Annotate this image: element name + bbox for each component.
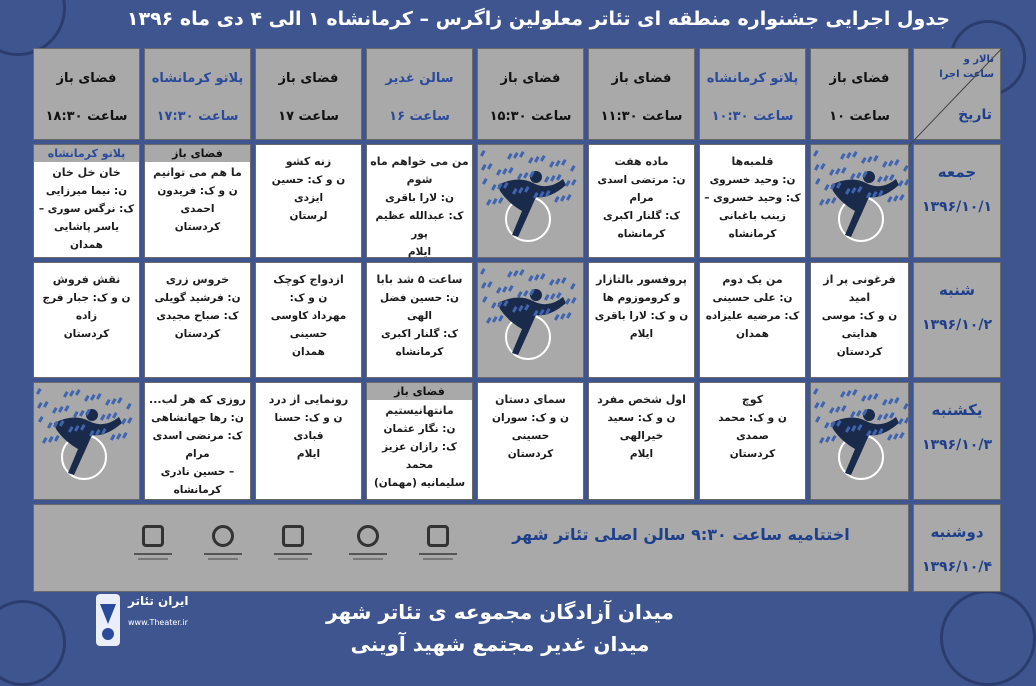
sponsor-logo-caption	[274, 553, 312, 555]
show-cell	[33, 262, 140, 378]
day-date: ۱۳۹۶/۱۰/۲	[921, 317, 993, 333]
show-credit-line: کردستان	[174, 328, 221, 340]
show-credit-line: ن و ک: حسنا قبادی	[274, 412, 343, 442]
schedule-table	[33, 48, 994, 579]
show-credit-line: کردستان	[836, 346, 883, 358]
show-details	[148, 391, 247, 499]
page-title: جدول اجرایی جشنواره منطقه ای تئاتر معلولین زاگرس – کرمانشاه ۱ الی ۴ دی ماه ۱۳۹۶	[126, 8, 950, 30]
header-corner	[913, 48, 1001, 140]
brand-url: www.Theater.ir	[128, 618, 188, 627]
sponsor-logo-caption	[204, 553, 242, 555]
show-title: ماده هفت	[614, 155, 669, 168]
sponsor-logo-mark	[212, 525, 234, 547]
show-cell	[255, 144, 362, 258]
show-credit-line: ن و ک: فریدون احمدی	[157, 185, 238, 215]
sponsor-logo-mark	[282, 525, 304, 547]
show-title: خروس زری	[165, 273, 230, 286]
image-cell	[477, 144, 584, 258]
day-name: جمعه	[937, 163, 977, 181]
show-details	[592, 271, 691, 343]
show-credit-line: ن و ک: سوران حسینی	[492, 412, 569, 442]
image-cell	[810, 144, 909, 258]
sponsor-logo	[274, 525, 312, 577]
show-credit-line: ن و ک: جبار فرج زاده	[42, 292, 131, 322]
show-credit-line: کردستان	[507, 448, 554, 460]
show-credit-line: ن و ک: موسی هدایتی	[821, 310, 898, 340]
image-cell	[477, 262, 584, 378]
show-title: زنه کشو	[285, 155, 332, 168]
show-credit-line: ن: نیما میرزایی	[45, 185, 128, 197]
column-header	[588, 48, 695, 140]
column-venue: فضای باز	[500, 71, 561, 86]
column-header	[33, 48, 140, 140]
show-credit-line: زینب باغبانی	[719, 210, 786, 222]
show-title: ساعت ۵ شد بابا	[376, 273, 463, 286]
venue-override-label: پلاتو کرمانشاه	[34, 145, 139, 162]
brand-logo	[92, 590, 192, 650]
venue-address-1: میدان آزادگان مجموعه ی تئاتر شهر	[326, 600, 674, 624]
day-date: ۱۳۹۶/۱۰/۳	[921, 437, 993, 453]
day-date: ۱۳۹۶/۱۰/۴	[921, 559, 993, 575]
show-credit-line: ن: فرشید گویلی	[154, 292, 241, 304]
show-details	[370, 385, 469, 492]
venue-override-label: فضای باز	[367, 383, 472, 400]
closing-ceremony-cell	[33, 504, 909, 592]
show-credit-line: همدان	[70, 239, 103, 251]
show-details	[37, 271, 136, 343]
show-credit-line: ن: مرتضی اسدی مرام	[597, 174, 686, 204]
show-cell	[699, 144, 806, 258]
column-venue: فضای باز	[278, 71, 339, 86]
show-credit-line: ک: رازان عزیز محمد	[382, 441, 457, 471]
day-cell	[913, 504, 1001, 592]
column-time: ساعت ۱۱:۳۰	[600, 109, 683, 124]
show-credit-line: ن و ک: سعید خیرالهی	[607, 412, 676, 442]
dancer-image	[478, 263, 585, 381]
show-credit-line: کرمانشاه	[728, 228, 777, 240]
sponsor-logo	[349, 525, 387, 577]
show-credit-line: ایلام	[629, 328, 654, 340]
decor-swirl	[0, 600, 66, 686]
sponsor-logo-caption	[134, 553, 172, 555]
sponsor-logo-caption	[423, 558, 453, 560]
column-venue: فضای باز	[829, 71, 890, 86]
column-header	[144, 48, 251, 140]
column-header	[810, 48, 909, 140]
column-venue: پلاتو کرمانشاه	[706, 71, 799, 86]
show-title: کوچ	[741, 393, 764, 406]
sponsor-logo-caption	[353, 558, 383, 560]
show-details	[370, 271, 469, 361]
venue-address-2: میدان غدیر مجتمع شهید آوینی	[350, 632, 650, 656]
theater-mask-icon	[92, 590, 126, 650]
column-time: ساعت ۱۸:۳۰	[45, 109, 128, 124]
show-credit-line: ن: وحید خسروی	[709, 174, 796, 186]
show-details	[703, 391, 802, 463]
show-details	[481, 391, 580, 463]
show-title: پروفسور بالتازار	[596, 273, 687, 286]
show-credit-line: سلیمانیه (مهمان)	[373, 477, 466, 489]
show-cell	[144, 144, 251, 258]
show-title: ازدواج کوچک	[273, 273, 344, 286]
show-credit-line: ایلام	[407, 246, 432, 258]
show-cell	[366, 144, 473, 258]
show-credit-line: کرمانشاه	[173, 484, 222, 496]
show-credit-line: یاسر پاشایی	[53, 221, 120, 233]
show-cell	[366, 262, 473, 378]
show-credit-line: ن: حسین فضل الهی	[379, 292, 460, 322]
show-credit-line: ن و ک: محمد صمدی	[718, 412, 787, 442]
show-credit-line: ن: علی حسینی	[712, 292, 793, 304]
show-credit-line: و کروموزوم ها	[602, 292, 681, 304]
corner-date-label: تاریخ	[958, 107, 992, 123]
show-title: نقش فروش	[52, 273, 121, 286]
image-cell	[810, 382, 909, 500]
show-credit-line: ن: رها جهانشاهی	[151, 412, 244, 424]
column-venue: سالن غدیر	[385, 71, 454, 86]
day-name: دوشنبه	[930, 523, 984, 541]
show-details	[592, 391, 691, 463]
show-cell	[255, 262, 362, 378]
show-credit-line: ن: لارا باقری	[385, 192, 454, 204]
show-cell	[588, 144, 695, 258]
show-credit-line: کردستان	[729, 448, 776, 460]
show-credit-line: مهرداد کاوسی حسینی	[270, 310, 347, 340]
show-credit-line: ک: صباح مجیدی	[156, 310, 239, 322]
show-credit-line: ن: نگار عثمان	[383, 423, 456, 435]
column-time: ساعت ۱۷:۳۰	[156, 109, 239, 124]
show-title: رونمایی از درد	[268, 393, 349, 406]
show-title: من یک دوم	[722, 273, 783, 286]
show-credit-line: – حسین نادری	[160, 466, 235, 478]
column-header	[366, 48, 473, 140]
column-time: ساعت ۱۰	[829, 109, 890, 124]
show-cell	[144, 262, 251, 378]
show-cell	[477, 382, 584, 500]
show-details	[370, 153, 469, 261]
show-title: مانتهانیستیم	[385, 404, 454, 417]
show-credit-line: ن و ک:	[289, 292, 328, 304]
dancer-image	[811, 383, 918, 501]
day-cell	[913, 382, 1001, 500]
show-cell	[810, 262, 909, 378]
column-time: ساعت ۱۶	[389, 109, 450, 124]
show-credit-line: لرستان	[289, 210, 328, 222]
show-credit-line: ایلام	[296, 448, 321, 460]
day-cell	[913, 144, 1001, 258]
show-credit-line: کردستان	[174, 221, 221, 233]
show-details	[592, 153, 691, 243]
show-cell	[33, 144, 140, 258]
show-credit-line: ک: گلنار اکبری	[380, 328, 459, 340]
show-cell	[255, 382, 362, 500]
corner-venue-time-label: تالار و	[963, 54, 994, 65]
show-details	[37, 147, 136, 254]
show-title: ما هم می توانیم	[153, 166, 242, 179]
venue-override-label: فضای باز	[145, 145, 250, 162]
show-title: اول شخص مفرد	[597, 393, 686, 406]
show-cell	[699, 382, 806, 500]
show-credit-line: کردستان	[63, 328, 110, 340]
decor-swirl	[940, 590, 1036, 686]
day-name: یکشنبه	[931, 401, 983, 419]
show-title: قلمبه‌ها	[731, 155, 774, 168]
column-time: ساعت ۱۷	[278, 109, 339, 124]
show-cell	[699, 262, 806, 378]
show-cell	[588, 262, 695, 378]
column-time: ساعت ۱۰:۳۰	[711, 109, 794, 124]
show-details	[259, 391, 358, 463]
show-credit-line: ک: مرتضی اسدی مرام	[152, 430, 243, 460]
sponsor-logo	[134, 525, 172, 577]
show-details	[148, 271, 247, 343]
show-credit-line: کرمانشاه	[617, 228, 666, 240]
sponsor-logo-mark	[357, 525, 379, 547]
corner-venue-time-label2: ساعت اجرا	[939, 69, 994, 80]
show-details	[814, 271, 905, 361]
image-cell	[33, 382, 140, 500]
show-cell	[588, 382, 695, 500]
sponsor-logo	[419, 525, 457, 577]
show-cell	[144, 382, 251, 500]
column-venue: پلاتو کرمانشاه	[151, 71, 244, 86]
show-title: فرغونی پر از امید	[823, 273, 896, 304]
column-venue: فضای باز	[56, 71, 117, 86]
sponsor-logo-mark	[142, 525, 164, 547]
day-date: ۱۳۹۶/۱۰/۱	[921, 199, 993, 215]
column-time: ساعت ۱۵:۳۰	[489, 109, 572, 124]
show-credit-line: همدان	[736, 328, 769, 340]
brand-name: ایران تئاتر	[128, 594, 189, 608]
sponsor-logo-caption	[349, 553, 387, 555]
dancer-image	[478, 145, 585, 263]
column-header	[699, 48, 806, 140]
show-details	[259, 271, 358, 361]
show-details	[148, 147, 247, 236]
show-details	[259, 153, 358, 225]
show-title: من می خواهم ماه شوم	[370, 155, 469, 186]
dancer-image	[811, 145, 918, 263]
dancer-image	[34, 383, 141, 501]
day-cell	[913, 262, 1001, 378]
sponsor-logo-caption	[278, 558, 308, 560]
day-name: شنبه	[938, 281, 976, 299]
column-header	[255, 48, 362, 140]
sponsor-logo-caption	[208, 558, 238, 560]
show-credit-line: ک: عبدالله عظیم پور	[375, 210, 464, 240]
show-title: خان خل خان	[52, 166, 121, 179]
show-credit-line: ن و ک: حسین ایزدی	[271, 174, 346, 204]
show-credit-line: ن و ک: لارا باقری	[594, 310, 689, 322]
show-details	[703, 153, 802, 243]
column-venue: فضای باز	[611, 71, 672, 86]
show-title: سمای دستان	[495, 393, 566, 406]
sponsor-logo-caption	[419, 553, 457, 555]
show-credit-line: ک: گلنار اکبری	[602, 210, 681, 222]
show-title: روزی که هر لب...	[149, 393, 246, 406]
sponsor-logo-mark	[427, 525, 449, 547]
show-credit-line: ک: مرضیه علیزاده	[705, 310, 800, 322]
sponsor-logo-caption	[138, 558, 168, 560]
closing-ceremony-text: اختتامیه ساعت ۹:۳۰ سالن اصلی تئاتر شهر	[512, 525, 850, 544]
show-credit-line: کرمانشاه	[395, 346, 444, 358]
show-credit-line: ک: وحید خسروی –	[704, 192, 801, 204]
show-credit-line: ک: نرگس سوری –	[38, 203, 135, 215]
show-credit-line: همدان	[292, 346, 325, 358]
column-header	[477, 48, 584, 140]
show-credit-line: ایلام	[629, 448, 654, 460]
show-cell	[366, 382, 473, 500]
show-details	[703, 271, 802, 343]
sponsor-logo	[204, 525, 242, 577]
